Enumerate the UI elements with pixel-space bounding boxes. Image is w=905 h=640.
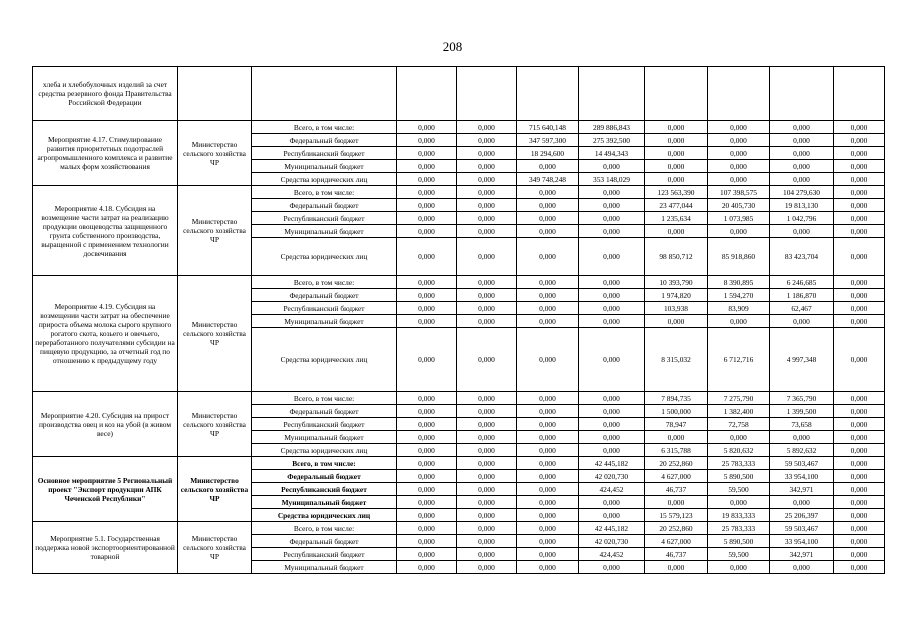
amount-cell: 0,000 (457, 315, 517, 328)
measure-title: Мероприятие 4.19. Субсидия на возмещении части затрат на обеспечение прироста объема молока сырого крупного рогатого скота, козьего и овечьего, переработанного получателями субсидии на пищевую продукцию, за отчетный год по отношению к предыдущему году (33, 276, 178, 392)
funding-source: Федеральный бюджет (252, 199, 397, 212)
amount-cell: 347 597,300 (517, 134, 579, 147)
amount-cell: 0,000 (645, 134, 708, 147)
amount-cell: 0,000 (397, 276, 457, 289)
funding-source: Средства юридических лиц (252, 328, 397, 392)
amount-cell: 0,000 (579, 289, 645, 302)
amount-cell: 23 477,044 (645, 199, 708, 212)
amount-cell: 7 365,790 (770, 392, 834, 405)
amount-cell: 0,000 (579, 238, 645, 276)
amount-cell: 15 579,123 (645, 509, 708, 522)
amount-cell: 0,000 (517, 496, 579, 509)
funding-source: Муниципальный бюджет (252, 160, 397, 173)
amount-cell: 424,452 (579, 548, 645, 561)
amount-cell: 8 390,895 (708, 276, 770, 289)
amount-cell: 0,000 (397, 470, 457, 483)
amount-cell: 0,000 (397, 238, 457, 276)
amount-cell: 0,000 (645, 160, 708, 173)
amount-cell: 0,000 (770, 160, 834, 173)
amount-cell: 4 627,000 (645, 535, 708, 548)
amount-cell: 0,000 (834, 405, 885, 418)
amount-cell: 0,000 (517, 289, 579, 302)
empty-cell (645, 67, 708, 121)
amount-cell: 424,452 (579, 483, 645, 496)
funding-source: Муниципальный бюджет (252, 561, 397, 574)
responsible-ministry: Министерство сельского хозяйства ЧР (178, 392, 252, 457)
amount-cell: 0,000 (770, 315, 834, 328)
amount-cell: 42 445,182 (579, 457, 645, 470)
amount-cell: 1 399,500 (770, 405, 834, 418)
amount-cell: 18 294,600 (517, 147, 579, 160)
amount-cell: 46,737 (645, 483, 708, 496)
amount-cell: 73,658 (770, 418, 834, 431)
amount-cell: 0,000 (457, 212, 517, 225)
budget-table (32, 66, 885, 574)
amount-cell: 103,938 (645, 302, 708, 315)
amount-cell: 25 206,397 (770, 509, 834, 522)
page-number: 208 (442, 39, 463, 54)
amount-cell: 0,000 (397, 173, 457, 186)
amount-cell: 0,000 (579, 212, 645, 225)
amount-cell: 0,000 (517, 328, 579, 392)
amount-cell: 0,000 (708, 134, 770, 147)
funding-source: Всего, в том числе: (252, 121, 397, 134)
amount-cell: 83,909 (708, 302, 770, 315)
amount-cell: 6 315,788 (645, 444, 708, 457)
amount-cell: 0,000 (517, 186, 579, 199)
amount-cell: 0,000 (834, 238, 885, 276)
amount-cell: 0,000 (397, 548, 457, 561)
amount-cell: 5 892,632 (770, 444, 834, 457)
amount-cell: 59 503,467 (770, 522, 834, 535)
amount-cell: 0,000 (770, 561, 834, 574)
funding-source: Федеральный бюджет (252, 405, 397, 418)
amount-cell: 20 405,730 (708, 199, 770, 212)
amount-cell: 19 833,333 (708, 509, 770, 522)
amount-cell: 0,000 (579, 496, 645, 509)
amount-cell: 4 627,000 (645, 470, 708, 483)
amount-cell: 0,000 (457, 160, 517, 173)
empty-cell (770, 67, 834, 121)
amount-cell: 0,000 (397, 134, 457, 147)
amount-cell: 0,000 (397, 315, 457, 328)
measure-title: Мероприятие 4.18. Субсидия на возмещение части затрат на реализацию продукции овощеводства защищенного грунта собственного производства, выращенной с применением технологии досвечивания (33, 186, 178, 276)
funding-source: Муниципальный бюджет (252, 496, 397, 509)
amount-cell: 33 954,100 (770, 535, 834, 548)
funding-source: Муниципальный бюджет (252, 315, 397, 328)
amount-cell: 46,737 (645, 548, 708, 561)
amount-cell: 0,000 (834, 470, 885, 483)
amount-cell: 6 246,685 (770, 276, 834, 289)
amount-cell: 0,000 (397, 405, 457, 418)
amount-cell: 42 020,730 (579, 535, 645, 548)
amount-cell: 0,000 (708, 160, 770, 173)
amount-cell: 0,000 (517, 509, 579, 522)
amount-cell: 0,000 (645, 225, 708, 238)
amount-cell: 0,000 (834, 457, 885, 470)
amount-cell: 0,000 (708, 147, 770, 160)
funding-source: Средства юридических лиц (252, 444, 397, 457)
amount-cell: 59,500 (708, 548, 770, 561)
amount-cell: 0,000 (457, 548, 517, 561)
amount-cell: 0,000 (645, 173, 708, 186)
amount-cell: 1 594,270 (708, 289, 770, 302)
amount-cell: 275 392,500 (579, 134, 645, 147)
amount-cell: 0,000 (579, 405, 645, 418)
amount-cell: 0,000 (834, 418, 885, 431)
amount-cell: 33 954,100 (770, 470, 834, 483)
amount-cell: 42 445,182 (579, 522, 645, 535)
funding-source: Всего, в том числе: (252, 457, 397, 470)
amount-cell: 59 503,467 (770, 457, 834, 470)
funding-source: Республиканский бюджет (252, 302, 397, 315)
amount-cell: 0,000 (457, 444, 517, 457)
amount-cell: 0,000 (579, 186, 645, 199)
amount-cell: 0,000 (517, 225, 579, 238)
funding-source: Федеральный бюджет (252, 535, 397, 548)
measure-title: Мероприятие 4.17. Стимулирование развития приоритетных подотраслей агропромышленного комплекса и развитие малых форм хозяйствования (33, 121, 178, 186)
amount-cell: 0,000 (708, 225, 770, 238)
amount-cell: 0,000 (834, 328, 885, 392)
funding-source: Муниципальный бюджет (252, 225, 397, 238)
amount-cell: 25 783,333 (708, 457, 770, 470)
amount-cell: 6 712,716 (708, 328, 770, 392)
amount-cell: 1 382,400 (708, 405, 770, 418)
amount-cell: 0,000 (834, 535, 885, 548)
amount-cell: 0,000 (457, 457, 517, 470)
amount-cell: 0,000 (834, 147, 885, 160)
funding-source: Средства юридических лиц (252, 238, 397, 276)
amount-cell: 83 423,704 (770, 238, 834, 276)
amount-cell: 0,000 (770, 147, 834, 160)
funding-source: Всего, в том числе: (252, 522, 397, 535)
continuation-row (33, 67, 885, 121)
amount-cell: 1 500,000 (645, 405, 708, 418)
amount-cell: 0,000 (770, 173, 834, 186)
amount-cell: 0,000 (645, 315, 708, 328)
amount-cell: 0,000 (517, 457, 579, 470)
amount-cell: 0,000 (517, 483, 579, 496)
amount-cell: 0,000 (457, 276, 517, 289)
amount-cell: 0,000 (579, 561, 645, 574)
amount-cell: 72,758 (708, 418, 770, 431)
amount-cell: 353 148,029 (579, 173, 645, 186)
amount-cell: 0,000 (517, 315, 579, 328)
amount-cell: 14 494,343 (579, 147, 645, 160)
amount-cell: 0,000 (834, 509, 885, 522)
amount-cell: 0,000 (397, 496, 457, 509)
empty-cell (708, 67, 770, 121)
amount-cell: 1 974,820 (645, 289, 708, 302)
amount-cell: 0,000 (645, 561, 708, 574)
amount-cell: 0,000 (457, 405, 517, 418)
amount-cell: 0,000 (457, 134, 517, 147)
amount-cell: 8 315,032 (645, 328, 708, 392)
amount-cell: 0,000 (397, 457, 457, 470)
amount-cell: 0,000 (517, 418, 579, 431)
amount-cell: 25 783,333 (708, 522, 770, 535)
amount-cell: 0,000 (397, 509, 457, 522)
amount-cell: 0,000 (645, 147, 708, 160)
amount-cell: 7 894,735 (645, 392, 708, 405)
table-row (33, 522, 885, 535)
amount-cell: 0,000 (708, 496, 770, 509)
amount-cell: 20 252,860 (645, 457, 708, 470)
amount-cell: 342,971 (770, 483, 834, 496)
amount-cell: 1 186,870 (770, 289, 834, 302)
amount-cell: 0,000 (457, 238, 517, 276)
amount-cell: 42 020,730 (579, 470, 645, 483)
amount-cell: 0,000 (397, 522, 457, 535)
amount-cell: 98 850,712 (645, 238, 708, 276)
table-row (33, 392, 885, 405)
funding-source: Муниципальный бюджет (252, 431, 397, 444)
amount-cell: 0,000 (708, 315, 770, 328)
funding-source: Федеральный бюджет (252, 470, 397, 483)
amount-cell: 0,000 (770, 431, 834, 444)
amount-cell: 0,000 (834, 444, 885, 457)
amount-cell: 0,000 (645, 496, 708, 509)
funding-source: Республиканский бюджет (252, 212, 397, 225)
measure-title: Мероприятие 4.20. Субсидия на прирост производства овец и коз на убой (в живом весе) (33, 392, 178, 457)
amount-cell: 0,000 (397, 418, 457, 431)
amount-cell: 289 886,843 (579, 121, 645, 134)
amount-cell: 10 393,790 (645, 276, 708, 289)
amount-cell: 0,000 (834, 276, 885, 289)
amount-cell: 104 279,630 (770, 186, 834, 199)
amount-cell: 0,000 (457, 302, 517, 315)
funding-source: Средства юридических лиц (252, 509, 397, 522)
amount-cell: 4 997,348 (770, 328, 834, 392)
amount-cell: 0,000 (770, 496, 834, 509)
amount-cell: 0,000 (457, 199, 517, 212)
continuation-title: хлеба и хлебобулочных изделий за счет средства резервного фонда Правительства Российской Федерации (33, 67, 178, 121)
amount-cell: 0,000 (457, 147, 517, 160)
amount-cell: 0,000 (397, 289, 457, 302)
empty-cell (517, 67, 579, 121)
amount-cell: 0,000 (517, 238, 579, 276)
amount-cell: 0,000 (517, 561, 579, 574)
amount-cell: 0,000 (770, 134, 834, 147)
amount-cell: 0,000 (517, 160, 579, 173)
amount-cell: 123 563,390 (645, 186, 708, 199)
amount-cell: 0,000 (457, 225, 517, 238)
amount-cell: 0,000 (579, 418, 645, 431)
amount-cell: 0,000 (397, 535, 457, 548)
empty-cell (397, 67, 457, 121)
amount-cell: 0,000 (397, 392, 457, 405)
amount-cell: 1 042,796 (770, 212, 834, 225)
amount-cell: 0,000 (457, 509, 517, 522)
table-row (33, 457, 885, 470)
funding-source: Всего, в том числе: (252, 276, 397, 289)
amount-cell: 0,000 (457, 431, 517, 444)
amount-cell: 0,000 (579, 392, 645, 405)
funding-source: Республиканский бюджет (252, 548, 397, 561)
amount-cell: 20 252,860 (645, 522, 708, 535)
amount-cell: 0,000 (517, 405, 579, 418)
amount-cell: 0,000 (770, 121, 834, 134)
amount-cell: 0,000 (834, 431, 885, 444)
amount-cell: 0,000 (834, 561, 885, 574)
amount-cell: 0,000 (579, 315, 645, 328)
amount-cell: 349 748,248 (517, 173, 579, 186)
funding-source: Республиканский бюджет (252, 147, 397, 160)
responsible-ministry: Министерство сельского хозяйства ЧР (178, 457, 252, 522)
amount-cell: 0,000 (708, 121, 770, 134)
amount-cell: 715 640,148 (517, 121, 579, 134)
amount-cell: 0,000 (579, 302, 645, 315)
empty-cell (252, 67, 397, 121)
amount-cell: 0,000 (834, 302, 885, 315)
amount-cell: 0,000 (397, 186, 457, 199)
amount-cell: 0,000 (834, 289, 885, 302)
responsible-ministry: Министерство сельского хозяйства ЧР (178, 522, 252, 574)
amount-cell: 0,000 (579, 431, 645, 444)
amount-cell: 0,000 (579, 328, 645, 392)
amount-cell: 0,000 (645, 431, 708, 444)
responsible-ministry: Министерство сельского хозяйства ЧР (178, 186, 252, 276)
amount-cell: 0,000 (579, 160, 645, 173)
amount-cell: 0,000 (457, 496, 517, 509)
amount-cell: 0,000 (457, 173, 517, 186)
amount-cell: 0,000 (579, 225, 645, 238)
amount-cell: 0,000 (517, 431, 579, 444)
amount-cell: 0,000 (645, 121, 708, 134)
amount-cell: 0,000 (834, 199, 885, 212)
amount-cell: 0,000 (834, 522, 885, 535)
amount-cell: 0,000 (397, 147, 457, 160)
amount-cell: 0,000 (834, 212, 885, 225)
amount-cell: 0,000 (397, 212, 457, 225)
funding-source: Всего, в том числе: (252, 186, 397, 199)
amount-cell: 19 813,130 (770, 199, 834, 212)
amount-cell: 1 235,634 (645, 212, 708, 225)
amount-cell: 0,000 (517, 276, 579, 289)
funding-source: Федеральный бюджет (252, 289, 397, 302)
amount-cell: 0,000 (457, 561, 517, 574)
funding-source: Республиканский бюджет (252, 483, 397, 496)
amount-cell: 0,000 (397, 431, 457, 444)
amount-cell: 0,000 (834, 160, 885, 173)
table-row (33, 121, 885, 134)
amount-cell: 0,000 (397, 225, 457, 238)
amount-cell: 0,000 (517, 212, 579, 225)
amount-cell: 0,000 (770, 225, 834, 238)
responsible-ministry: Министерство сельского хозяйства ЧР (178, 121, 252, 186)
amount-cell: 0,000 (579, 444, 645, 457)
amount-cell: 0,000 (457, 289, 517, 302)
amount-cell: 107 398,575 (708, 186, 770, 199)
amount-cell: 0,000 (457, 392, 517, 405)
amount-cell: 1 073,985 (708, 212, 770, 225)
amount-cell: 0,000 (579, 199, 645, 212)
amount-cell: 5 890,500 (708, 470, 770, 483)
measure-title: Основное мероприятие 5 Региональный проект "Экспорт продукции АПК Чеченской Республики" (33, 457, 178, 522)
amount-cell: 0,000 (457, 418, 517, 431)
amount-cell: 0,000 (834, 548, 885, 561)
amount-cell: 0,000 (397, 444, 457, 457)
amount-cell: 7 275,790 (708, 392, 770, 405)
amount-cell: 342,971 (770, 548, 834, 561)
amount-cell: 0,000 (517, 535, 579, 548)
amount-cell: 0,000 (579, 509, 645, 522)
amount-cell: 5 820,632 (708, 444, 770, 457)
amount-cell: 0,000 (517, 199, 579, 212)
amount-cell: 0,000 (517, 548, 579, 561)
amount-cell: 0,000 (397, 121, 457, 134)
amount-cell: 0,000 (517, 444, 579, 457)
table-row (33, 186, 885, 199)
amount-cell: 0,000 (834, 121, 885, 134)
amount-cell: 0,000 (397, 483, 457, 496)
amount-cell: 0,000 (457, 328, 517, 392)
amount-cell: 0,000 (397, 561, 457, 574)
amount-cell: 0,000 (517, 522, 579, 535)
amount-cell: 78,947 (645, 418, 708, 431)
amount-cell: 0,000 (457, 535, 517, 548)
amount-cell: 0,000 (457, 483, 517, 496)
amount-cell: 0,000 (708, 561, 770, 574)
amount-cell: 0,000 (834, 392, 885, 405)
amount-cell: 0,000 (397, 328, 457, 392)
responsible-ministry: Министерство сельского хозяйства ЧР (178, 276, 252, 392)
empty-cell (579, 67, 645, 121)
amount-cell: 0,000 (457, 470, 517, 483)
amount-cell: 5 890,500 (708, 535, 770, 548)
amount-cell: 0,000 (397, 302, 457, 315)
amount-cell: 0,000 (457, 522, 517, 535)
amount-cell: 0,000 (517, 470, 579, 483)
amount-cell: 62,467 (770, 302, 834, 315)
amount-cell: 0,000 (708, 431, 770, 444)
empty-cell (457, 67, 517, 121)
amount-cell: 0,000 (834, 483, 885, 496)
measure-title: Мероприятие 5.1. Государственная поддержка новой экспортоориентированной товарной (33, 522, 178, 574)
amount-cell: 0,000 (708, 173, 770, 186)
amount-cell: 0,000 (517, 392, 579, 405)
funding-source: Всего, в том числе: (252, 392, 397, 405)
amount-cell: 0,000 (834, 496, 885, 509)
amount-cell: 0,000 (834, 225, 885, 238)
empty-cell (178, 67, 252, 121)
amount-cell: 0,000 (517, 302, 579, 315)
amount-cell: 85 918,860 (708, 238, 770, 276)
amount-cell: 0,000 (834, 173, 885, 186)
funding-source: Республиканский бюджет (252, 418, 397, 431)
empty-cell (834, 67, 885, 121)
amount-cell: 0,000 (834, 134, 885, 147)
amount-cell: 59,500 (708, 483, 770, 496)
table-row (33, 276, 885, 289)
funding-source: Средства юридических лиц (252, 173, 397, 186)
amount-cell: 0,000 (579, 276, 645, 289)
funding-source: Федеральный бюджет (252, 134, 397, 147)
amount-cell: 0,000 (397, 199, 457, 212)
amount-cell: 0,000 (397, 160, 457, 173)
amount-cell: 0,000 (834, 186, 885, 199)
amount-cell: 0,000 (834, 315, 885, 328)
amount-cell: 0,000 (457, 186, 517, 199)
amount-cell: 0,000 (457, 121, 517, 134)
